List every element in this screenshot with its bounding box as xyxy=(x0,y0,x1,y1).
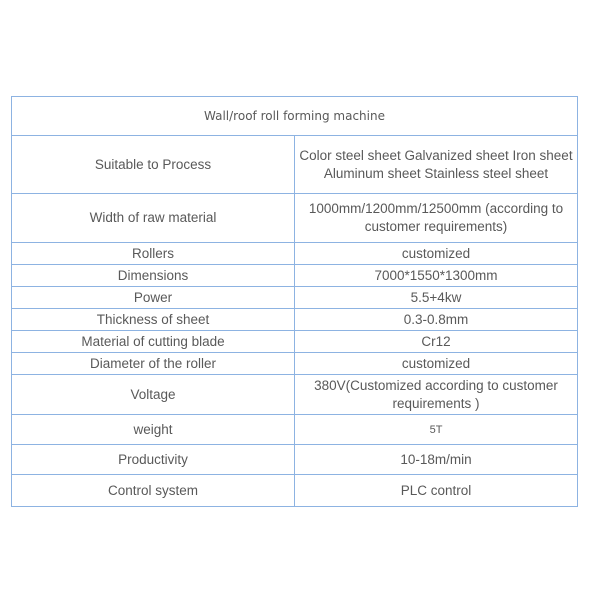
row-label: Productivity xyxy=(12,445,295,475)
row-value: PLC control xyxy=(295,475,578,507)
table-title: Wall/roof roll forming machine xyxy=(12,97,578,136)
row-value: 10-18m/min xyxy=(295,445,578,475)
row-label: Material of cutting blade xyxy=(12,331,295,353)
table-row xyxy=(12,475,578,507)
row-label: weight xyxy=(12,415,295,445)
row-label: Power xyxy=(12,287,295,309)
table-row xyxy=(12,309,578,331)
row-label: Thickness of sheet xyxy=(12,309,295,331)
table-row xyxy=(12,415,578,445)
table-row xyxy=(12,194,578,243)
table-row xyxy=(12,287,578,309)
row-value: 380V(Customized according to customer requirements ) xyxy=(295,375,578,415)
table-row xyxy=(12,331,578,353)
row-label: Rollers xyxy=(12,243,295,265)
row-value: customized xyxy=(295,353,578,375)
row-value: Color steel sheet Galvanized sheet Iron sheet Aluminum sheet Stainless steel sheet xyxy=(295,136,578,194)
table-row xyxy=(12,243,578,265)
row-label: Width of raw material xyxy=(12,194,295,243)
row-label: Control system xyxy=(12,475,295,507)
row-value: 5.5+4kw xyxy=(295,287,578,309)
row-value: Cr12 xyxy=(295,331,578,353)
row-value: 0.3-0.8mm xyxy=(295,309,578,331)
table-row xyxy=(12,136,578,194)
table-row xyxy=(12,375,578,415)
row-label: Dimensions xyxy=(12,265,295,287)
row-label: Suitable to Process xyxy=(12,136,295,194)
table-title-row xyxy=(12,97,578,136)
table-row xyxy=(12,265,578,287)
table-row xyxy=(12,353,578,375)
row-value: 7000*1550*1300mm xyxy=(295,265,578,287)
row-value: 5T xyxy=(295,415,578,445)
table-row xyxy=(12,445,578,475)
spec-table xyxy=(11,96,578,507)
row-value: 1000mm/1200mm/12500mm (according to customer requirements) xyxy=(295,194,578,243)
row-label: Voltage xyxy=(12,375,295,415)
row-label: Diameter of the roller xyxy=(12,353,295,375)
row-value: customized xyxy=(295,243,578,265)
